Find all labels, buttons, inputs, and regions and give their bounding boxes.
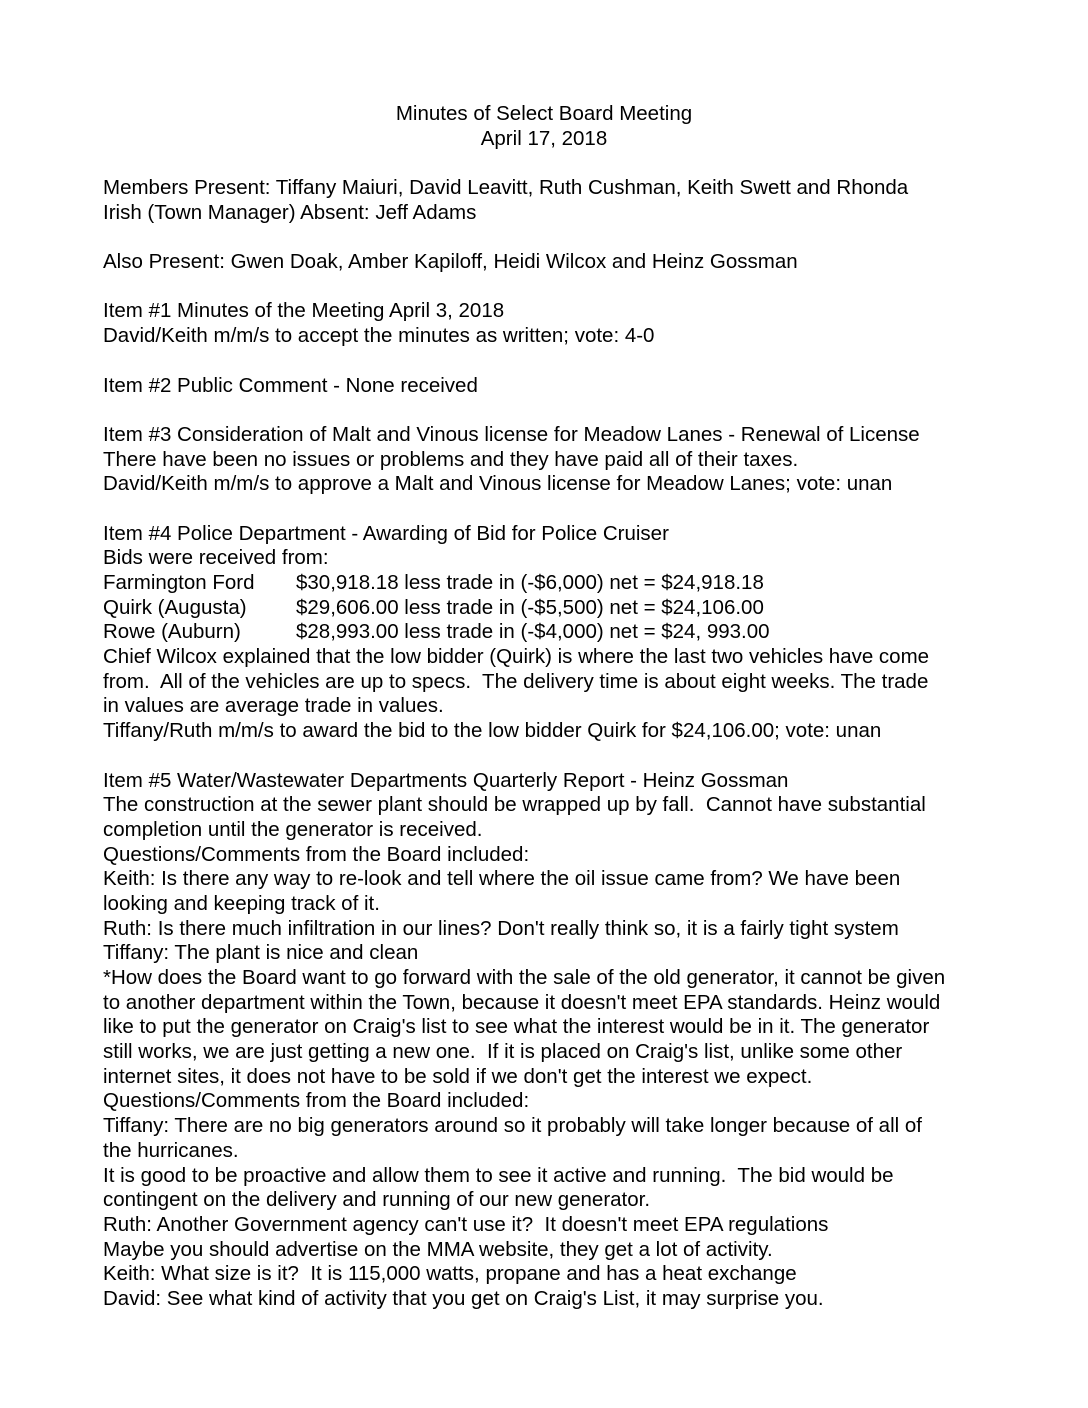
bid-detail: $28,993.00 less trade in (-$4,000) net = $24, 993.00 xyxy=(296,620,770,644)
item4-explanation-line: Chief Wilcox explained that the low bidder (Quirk) is where the last two vehicles have come xyxy=(103,645,930,669)
document-header xyxy=(0,102,1088,151)
item4-heading: Item #4 Police Department - Awarding of Bid for Police Cruiser xyxy=(103,521,669,545)
item5-line: still works, we are just getting a new one. If it is placed on Craig's list, unlike some other xyxy=(103,1040,903,1064)
item5-line: contingent on the delivery and running of our new generator. xyxy=(103,1188,651,1212)
item5-line: Questions/Comments from the Board included: xyxy=(103,842,530,866)
item3-note: There have been no issues or problems and they have paid all of their taxes. xyxy=(103,447,799,471)
item5-line: Maybe you should advertise on the MMA website, they get a lot of activity. xyxy=(103,1237,773,1261)
item5-line: completion until the generator is received. xyxy=(103,817,483,841)
minutes-body xyxy=(103,176,1003,1312)
item3-heading: Item #3 Consideration of Malt and Vinous license for Meadow Lanes - Renewal of License xyxy=(103,422,920,446)
item5-line: Keith: Is there any way to re-look and tell where the oil issue came from? We have been xyxy=(103,867,901,891)
meeting-date: April 17, 2018 xyxy=(480,126,608,150)
bid-row xyxy=(103,620,1003,645)
document-title: Minutes of Select Board Meeting xyxy=(395,102,693,125)
item5-line: Tiffany: There are no big generators around so it probably will take longer because of all of xyxy=(103,1114,922,1138)
bid-detail: $30,918.18 less trade in (-$6,000) net = $24,918.18 xyxy=(296,571,764,594)
spacer xyxy=(103,349,1003,374)
item5-line: Ruth: Another Government agency can't use it? It doesn't meet EPA regulations xyxy=(103,1212,829,1236)
bid-detail: $29,606.00 less trade in (-$5,500) net = $24,106.00 xyxy=(296,595,764,619)
item1-heading: Item #1 Minutes of the Meeting April 3, 2018 xyxy=(103,299,505,323)
item5-line: Tiffany: The plant is nice and clean xyxy=(103,941,419,965)
item5-line: looking and keeping track of it. xyxy=(103,891,380,915)
item5-line: David: See what kind of activity that you get on Craig's List, it may surprise you. xyxy=(103,1286,824,1310)
item5-line: the hurricanes. xyxy=(103,1138,239,1162)
spacer xyxy=(103,398,1003,423)
bid-vendor: Quirk (Augusta) xyxy=(103,595,247,619)
spacer xyxy=(103,225,1003,250)
item1-motion: David/Keith m/m/s to accept the minutes as written; vote: 4-0 xyxy=(103,324,655,348)
members-present-line-1: Members Present: Tiffany Maiuri, David Leavitt, Ruth Cushman, Keith Swett and Rhonda xyxy=(103,176,909,199)
item5-heading: Item #5 Water/Wastewater Departments Quarterly Report - Heinz Gossman xyxy=(103,768,789,792)
item5-line: to another department within the Town, because it doesn't meet EPA standards. Heinz would xyxy=(103,990,941,1014)
item4-motion: Tiffany/Ruth m/m/s to award the bid to the low bidder Quirk for $24,106.00; vote: unan xyxy=(103,719,882,743)
item5-line: Keith: What size is it? It is 115,000 watts, propane and has a heat exchange xyxy=(103,1262,797,1286)
item5-line: *How does the Board want to go forward with the sale of the old generator, it cannot be given xyxy=(103,966,946,989)
also-present: Also Present: Gwen Doak, Amber Kapiloff, Heidi Wilcox and Heinz Gossman xyxy=(103,250,798,274)
bid-vendor: Farmington Ford xyxy=(103,571,255,594)
item5-line: Ruth: Is there much infiltration in our lines? Don't really think so, it is a fairly tight system xyxy=(103,916,899,940)
bid-row xyxy=(103,596,1003,621)
bid-row xyxy=(103,571,1003,596)
spacer xyxy=(103,744,1003,769)
spacer xyxy=(103,275,1003,300)
item5-line: The construction at the sewer plant should be wrapped up by fall. Cannot have substantial xyxy=(103,793,926,817)
spacer xyxy=(103,497,1003,522)
bid-vendor: Rowe (Auburn) xyxy=(103,620,241,644)
item4-bids-intro: Bids were received from: xyxy=(103,546,329,570)
item5-line: internet sites, it does not have to be sold if we don't get the interest we expect. xyxy=(103,1064,813,1088)
item5-line: like to put the generator on Craig's list to see what the interest would be in it. The generator xyxy=(103,1015,930,1039)
item2-heading: Item #2 Public Comment - None received xyxy=(103,373,478,397)
item4-explanation-line: in values are average trade in values. xyxy=(103,694,444,718)
members-present-line-2: Irish (Town Manager) Absent: Jeff Adams xyxy=(103,200,477,224)
item5-line: It is good to be proactive and allow them to see it active and running. The bid would be xyxy=(103,1163,894,1187)
item4-explanation-line: from. All of the vehicles are up to specs. The delivery time is about eight weeks. The trade xyxy=(103,669,929,693)
item5-line: Questions/Comments from the Board included: xyxy=(103,1089,530,1113)
item3-motion: David/Keith m/m/s to approve a Malt and Vinous license for Meadow Lanes; vote: unan xyxy=(103,472,893,496)
